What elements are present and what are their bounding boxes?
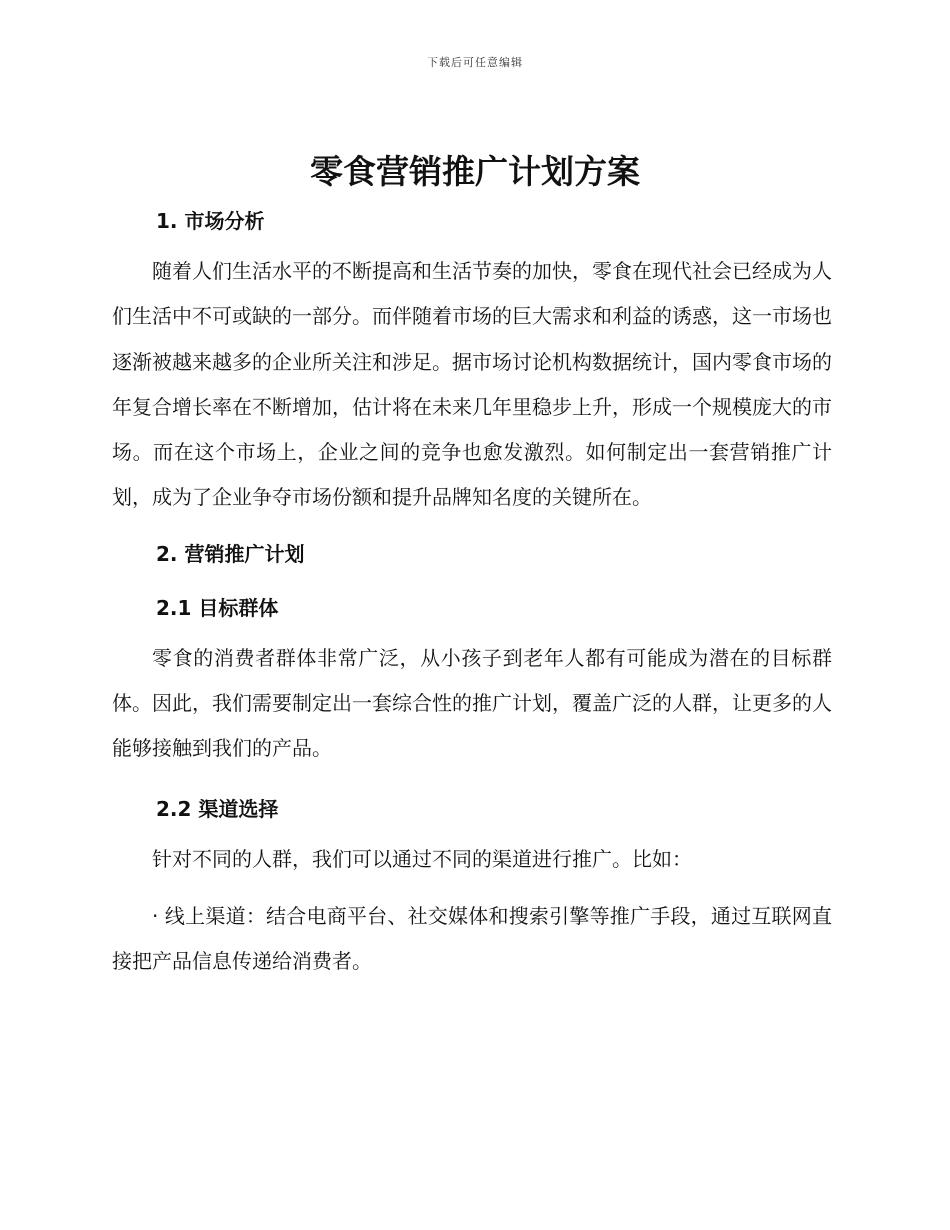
market-analysis-paragraph: 随着人们生活水平的不断提高和生活节奏的加快，零食在现代社会已经成为人们生活中不可或缺的一部分。而伴随着市场的巨大需求和利益的诱惑，这一市场也逐渐被越来越多的企业所关注和涉足。据市场讨论机构数据统计，国内零食市场的年复合增长率在不断增加，估计将在未来几年里稳步上升，形成一个规模庞大的市场。而在这个市场上，企业之间的竞争也愈发激烈。如何制定出一套营销推广计划，成为了企业争夺市场份额和提升品牌知名度的关键所在。 [112,259,832,510]
target-group-paragraph: 零食的消费者群体非常广泛，从小孩子到老年人都有可能成为潜在的目标群体。因此，我们需要制定出一套综合性的推广计划，覆盖广泛的人群，让更多的人能够接触到我们的产品。 [112,645,832,761]
page-header-note: 下载后可任意编辑 [427,56,523,69]
subsection-heading-target-group: 2.1 目标群体 [156,595,279,620]
section-heading-market-analysis: 1. 市场分析 [156,209,265,233]
document-body [112,202,832,985]
section-heading-marketing-plan: 2. 营销推广计划 [156,541,305,566]
online-channel-bullet: · 线上渠道：结合电商平台、社交媒体和搜索引擎等推广手段，通过互联网直接把产品信息传递给消费者。 [112,903,832,974]
document-title: 零食营销推广计划方案 [310,152,640,191]
channel-selection-paragraph: 针对不同的人群，我们可以通过不同的渠道进行推广。比如： [152,846,692,871]
subsection-heading-channel-selection: 2.2 渠道选择 [156,796,279,821]
